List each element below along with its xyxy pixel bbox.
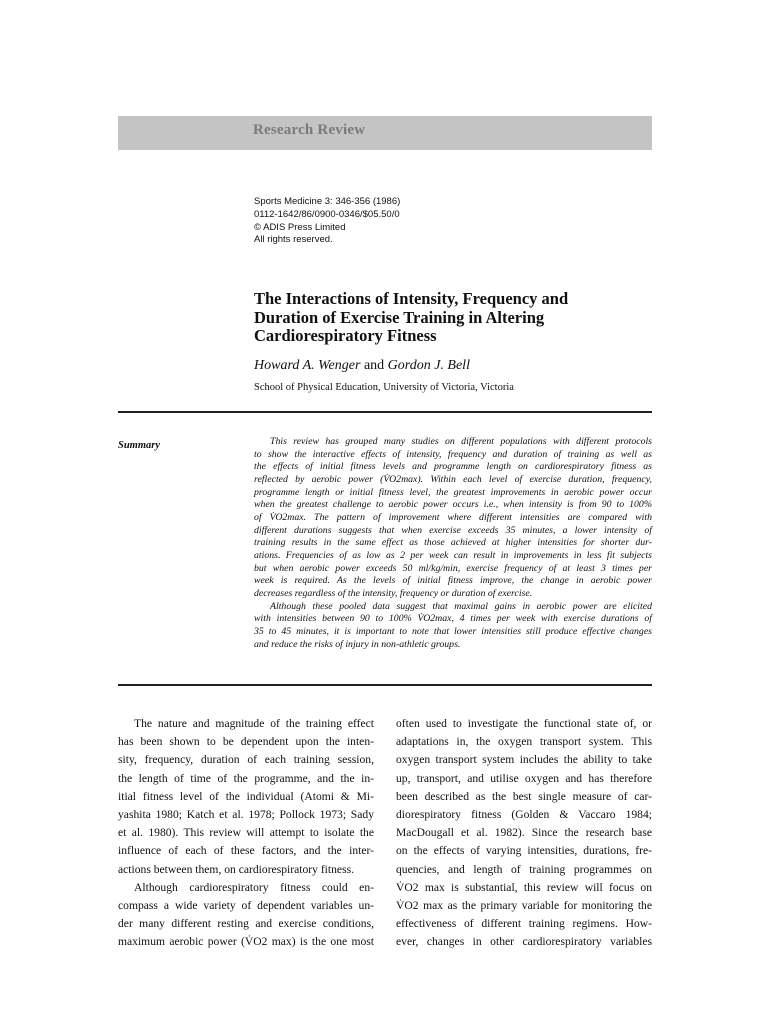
title-line: The Interactions of Intensity, Frequency and [254,289,569,308]
body-line: effectiveness of different training regimens. How- [396,917,652,931]
summary-label: Summary [118,440,161,451]
article-title [254,290,634,346]
summary-line: the effects of initial fitness levels and programme length on cardiorespiratory fitness as [254,461,652,473]
summary-line: training results in the same effect as those achieved at higher intensities for shorter dur- [254,537,652,549]
body-line: compass a wide variety of dependent variables un- [118,899,374,913]
author-name: Gordon J. Bell [387,358,470,373]
body-line: der many different resting and exercise conditions, [118,917,374,931]
section-banner [118,116,652,150]
summary-line: programme length or initial fitness level, the greatest improvements in aerobic power occur [254,486,652,498]
article-authors [254,358,470,374]
body-line: sity, frequency, duration of each training session, [118,753,374,767]
summary-line: and reduce the risks of injury in non-athletic groups. [254,638,461,650]
summary-line: decreases regardless of the intensity, frequency or duration of exercise. [254,587,533,599]
summary-line: but when aerobic power exceeds 50 ml/kg/min, exercise frequency of at least 3 times per [254,562,652,574]
summary-line: Although these pooled data suggest that maximal gains in aerobic power are elicited [270,600,652,612]
summary-line: 35 to 45 minutes, it is important to note that lower intensities still produce effective changes [254,625,652,637]
body-line: Although cardiorespiratory fitness could en- [134,880,374,894]
body-line: adaptations in, the oxygen transport system. This [396,735,652,749]
author-affiliation: School of Physical Education, University of Victoria, Victoria [254,382,514,393]
body-line: The nature and magnitude of the training effect [134,717,374,730]
body-line: oxygen transport system includes the ability to take [396,753,652,767]
body-column-right [396,715,652,952]
summary-abstract [254,436,652,651]
body-line: actions between them, on cardiorespiratory fitness. [118,862,354,876]
body-line: quencies, and length of training programmes on [396,862,652,876]
author-separator: and [360,358,388,373]
summary-line: when the greatest challenge to aerobic power occurs i.e., when intensity is from 90 to 100% [254,499,652,511]
publication-info [254,196,400,247]
title-line: Cardiorespiratory Fitness [254,326,437,345]
body-line: maximum aerobic power (V̇O2 max) is the one most [118,935,374,949]
summary-line: This review has grouped many studies on different populations with different protocols [270,436,652,447]
body-line: has been shown to be dependent upon the inten- [118,735,374,749]
body-line: the length of time of the programme, and the in- [118,771,374,785]
summary-line: to show the interactive effects of intensity, frequency and duration of training as well as [254,448,652,460]
summary-line: ations. Frequencies of as low as 2 per week can result in improvements in less fit subjects [254,549,652,561]
body-line: et al. 1980). This review will attempt to isolate the [118,826,374,840]
author-name: Howard A. Wenger [254,358,361,373]
summary-line: week is required. As the levels of initial fitness improve, the change in aerobic power [254,575,652,587]
pubinfo-copyright: © ADIS Press Limited [254,221,346,233]
body-line: itial fitness level of the individual (Atomi & Mi- [118,789,374,803]
body-line: V̇O2 max as the primary variable for monitoring the [396,899,652,913]
body-line: on the effects of varying intensities, durations, fre- [396,844,652,858]
summary-line: with intensities between 90 to 100% V̇O2max, 4 times per week with exercise durations of [254,613,652,625]
summary-line: reflected by aerobic power (V̇O2max). Within each level of exercise duration, frequency, [254,473,652,485]
top-divider [118,411,652,413]
body-line: up, transport, and utilise oxygen and has therefore [396,771,652,785]
body-line: V̇O2 max is substantial, this review will focus on [396,880,652,894]
pubinfo-journal: Sports Medicine 3: 346-356 (1986) [254,196,401,207]
section-banner-label: Research Review [253,122,366,138]
body-line: MacDougall et al. 1982). Since the research base [396,826,652,840]
pubinfo-rights: All rights reserved. [254,234,333,246]
pubinfo-issn: 0112-1642/86/0900-0346/$05.50/0 [254,208,400,220]
body-line: ever, changes in other cardiorespiratory variables [396,935,652,949]
body-line: often used to investigate the functional state of, or [396,717,652,730]
bottom-divider [118,684,652,686]
summary-line: of V̇O2max. The pattern of improvement where different intensities are compared with [254,511,652,523]
body-line: yashita 1980; Katch et al. 1978; Pollock 1973; Sady [118,808,374,822]
body-line: influence of each of these factors, and the inter- [118,844,374,858]
body-column-left [118,715,374,952]
title-line: Duration of Exercise Training in Altering [254,307,545,327]
summary-line: different durations suggests that when exercise exceeds 35 minutes, a lower intensity of [254,524,652,536]
body-line: been described as the best single measure of car- [396,789,652,803]
body-line: diorespiratory fitness (Golden & Vaccaro 1984; [396,808,652,822]
